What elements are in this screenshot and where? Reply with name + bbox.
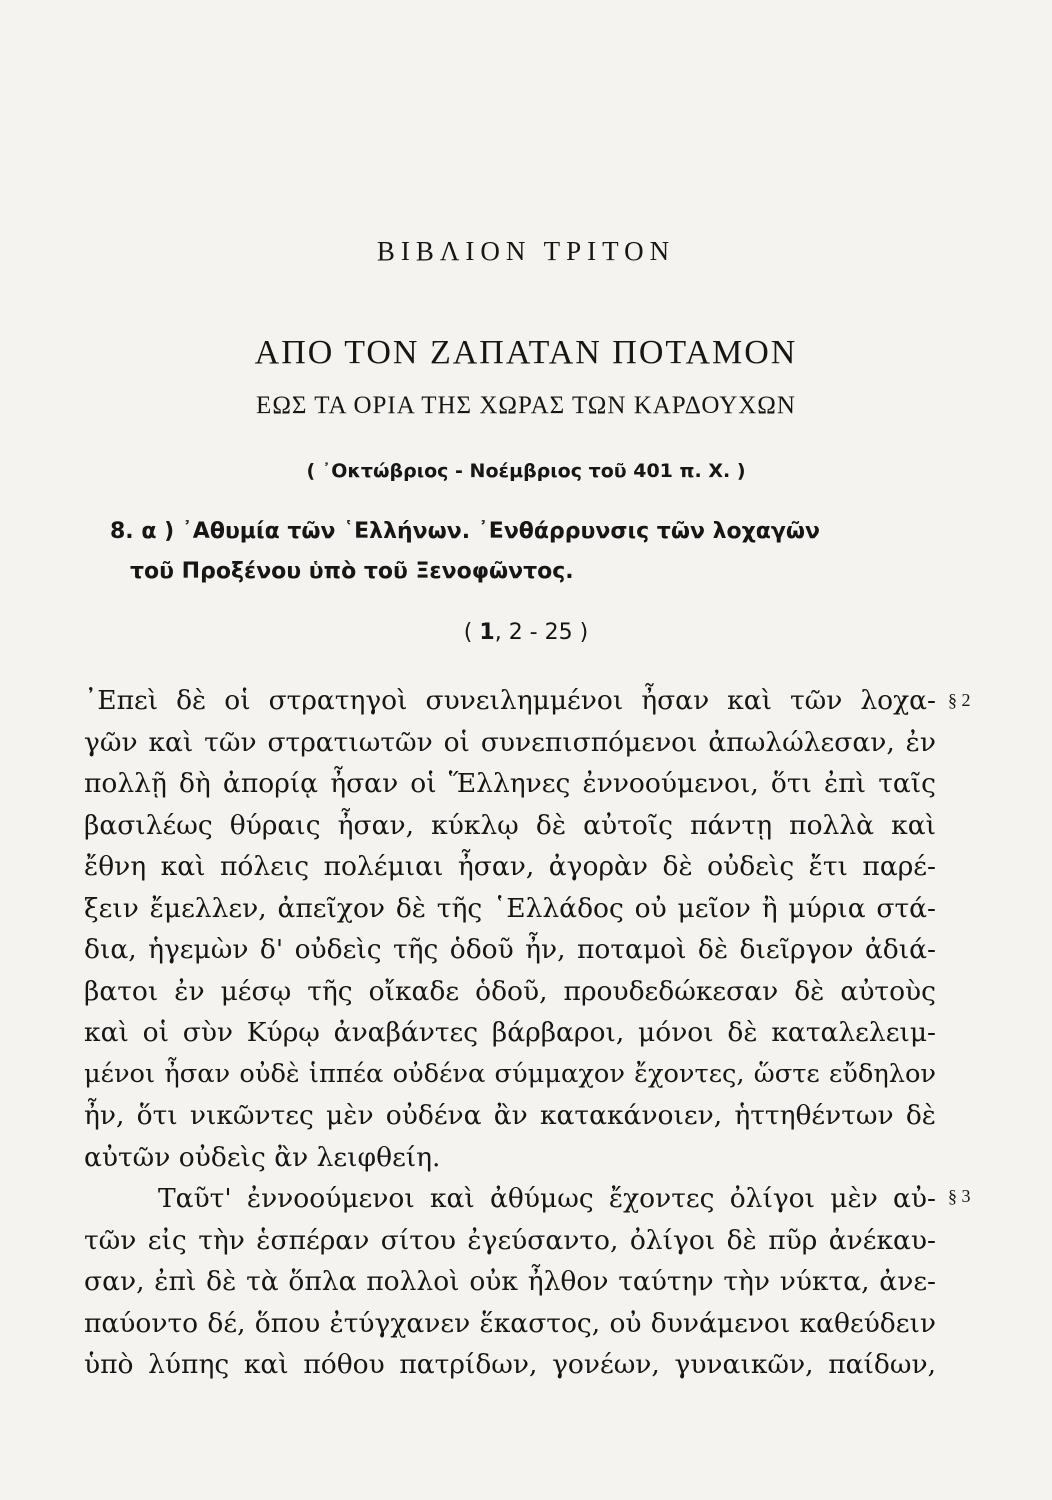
section-heading — [110, 512, 940, 592]
chapter-reference: ( 1, 2 - 25 ) — [463, 620, 589, 645]
paragraph-2 — [84, 1178, 936, 1386]
subtitle-line-1: ΑΠΟ ΤΟΝ ΖΑΠΑΤΑΝ ΠΟΤΑΜΟΝ — [254, 334, 798, 371]
section-marker: § 3 — [948, 1186, 971, 1206]
paragraph-line: καὶ οἱ σὺν Κύρῳ ἀναβάντες βάρβαροι, μόνοι δὲ καταλελειμ- — [84, 1017, 936, 1048]
paragraph-line: μένοι ἦσαν οὐδὲ ἱππέα οὐδένα σύμμαχον ἔχοντες, ὥστε εὔδηλον — [84, 1058, 936, 1089]
paragraph-line: γῶν καὶ τῶν στρατιωτῶν οἱ συνεπισπόμενοι ἀπωλώλεσαν, ἐν — [84, 726, 936, 758]
section-marker: § 2 — [948, 690, 971, 710]
paragraph-line: αὐτῶν οὐδεὶς ἂν λειφθείη. — [84, 1141, 441, 1173]
paragraph-line: παύοντο δέ, ὅπου ἐτύγχανεν ἕκαστος, οὐ δυνάμενοι καθεύδειν — [84, 1307, 936, 1339]
paragraph-line: ὑπὸ λύπης καὶ πόθου πατρίδων, γονέων, γυναικῶν, παίδων, — [84, 1349, 936, 1380]
chapter-reference-book: 1 — [479, 620, 495, 645]
paragraph-line: τῶν εἰς τὴν ἑσπέραν σίτου ἐγεύσαντο, ὀλίγοι δὲ πῦρ ἀνέκαυ- — [84, 1224, 936, 1256]
section-heading-line-1: 8. α ) ᾿Αθυμία τῶν ῾Ελλήνων. ᾿Ενθάρρυνσις τῶν λοχαγῶν — [110, 519, 821, 544]
paragraph-line: ᾿Επεὶ δὲ οἱ στρατηγοὶ συνειλημμένοι ἦσαν καὶ τῶν λοχα- — [84, 685, 936, 716]
paragraph-line: ἔθνη καὶ πόλεις πολέμιαι ἦσαν, ἀγορὰν δὲ οὐδεὶς ἔτι παρέ- — [84, 851, 936, 882]
paragraph-line: ξειν ἔμελλεν, ἀπεῖχον δὲ τῆς ῾Ελλάδος οὐ μεῖον ἢ μύρια στά- — [84, 892, 936, 924]
paragraph-line: ἦν, ὅτι νικῶντες μὲν οὐδένα ἂν κατακάνοιεν, ἡττηθέντων δὲ — [84, 1100, 936, 1131]
paragraph-line: βατοι ἐν μέσῳ τῆς οἴκαδε ὁδοῦ, προυδεδώκεσαν δὲ αὐτοὺς — [84, 975, 936, 1007]
subtitle-line-2: ΕΩΣ ΤΑ ΟΡΙΑ ΤΗΣ ΧΩΡΑΣ ΤΩΝ ΚΑΡΔΟΥΧΩΝ — [256, 392, 796, 419]
paragraph-line: δια, ἡγεμὼν δ' οὐδεὶς τῆς ὁδοῦ ἦν, ποταμοὶ δὲ διεῖργον ἀδιά- — [84, 934, 936, 965]
paragraph-line: Ταῦτ' ἐννοούμενοι καὶ ἀθύμως ἔχοντες ὀλίγοι μὲν αὐ- — [158, 1183, 936, 1214]
paragraph-line: πολλῇ δὴ ἀπορίᾳ ἦσαν οἱ Ἕλληνες ἐννοούμενοι, ὅτι ἐπὶ ταῖς — [84, 768, 936, 799]
chapter-reference-range: 2 - 25 — [508, 620, 573, 645]
book-title: ΒΙΒΛΙΟΝ ΤΡΙΤΟΝ — [376, 236, 676, 266]
paragraph-1 — [84, 680, 936, 1178]
date-range: ( ᾿Οκτώβριος - Νοέμβριος τοῦ 401 π. Χ. ) — [306, 460, 746, 482]
paragraph-line: σαν, ἐπὶ δὲ τὰ ὅπλα πολλοὶ οὐκ ἦλθον ταύτην τὴν νύκτα, ἀνε- — [84, 1266, 936, 1297]
section-heading-line-2: τοῦ Προξένου ὑπὸ τοῦ Ξενοφῶντος. — [130, 559, 574, 584]
paragraph-line: βασιλέως θύραις ἦσαν, κύκλῳ δὲ αὐτοῖς πάντῃ πολλὰ καὶ — [84, 809, 936, 841]
